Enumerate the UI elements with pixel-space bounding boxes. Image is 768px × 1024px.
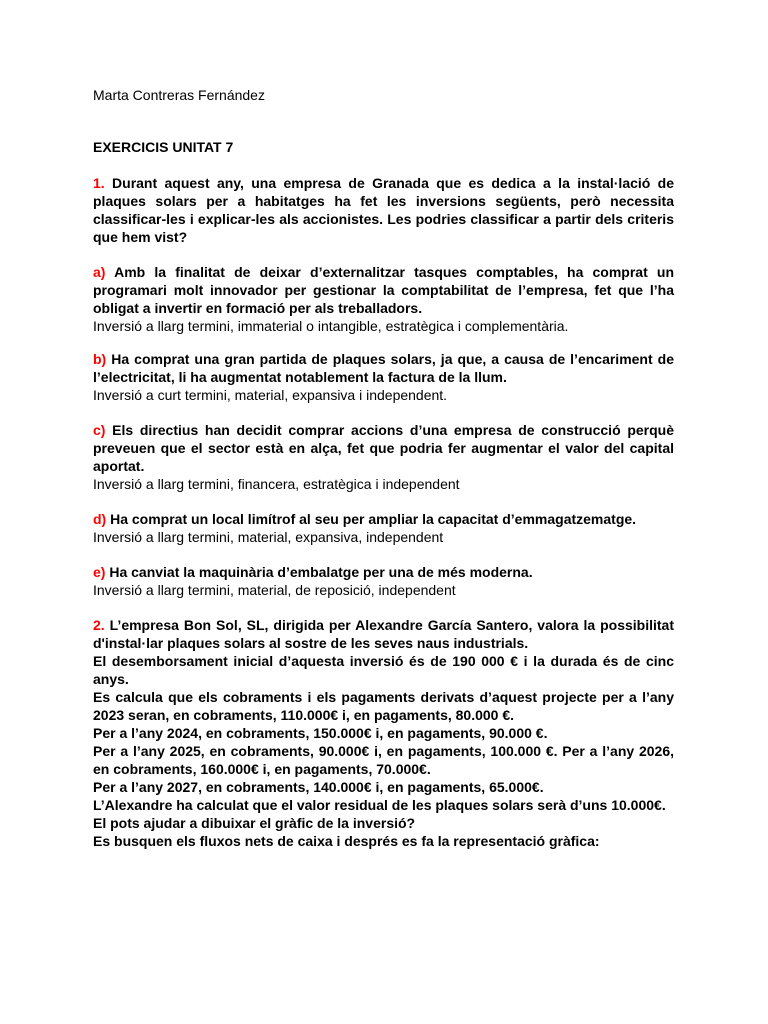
question-2 — [93, 616, 674, 850]
item-text: Ha comprat una gran partida de plaques solars, ja que, a causa de l’encariment de l’electricitat, li ha augmentat notablement la factura de la llum. — [93, 351, 675, 385]
author-name: Marta Contreras Fernández — [93, 87, 265, 103]
item-e — [93, 563, 674, 599]
paragraph: El desemborsament inicial d’aquesta inversió és de 190 000 € i la durada és de cinc anys. — [93, 653, 674, 687]
item-text: Ha comprat un local limítrof al seu per ampliar la capacitat d’emmagatzematge. — [110, 511, 637, 527]
question-1 — [93, 174, 674, 246]
item-answer: Inversió a llarg termini, material, de reposició, independent — [93, 582, 456, 598]
item-letter: a) — [93, 264, 106, 280]
question-number: 1. — [93, 175, 105, 191]
paragraph: L’Alexandre ha calculat que el valor residual de les plaques solars serà d’uns 10.000€. — [93, 797, 666, 813]
paragraph: Per a l’any 2024, en cobraments, 150.000€ i, en pagaments, 90.000 €. — [93, 725, 548, 741]
item-a — [93, 263, 674, 335]
item-answer: Inversió a llarg termini, immaterial o intangible, estratègica i complementària. — [93, 318, 569, 334]
exercise-title: EXERCICIS UNITAT 7 — [93, 139, 234, 155]
paragraph: Per a l’any 2027, en cobraments, 140.000€ i, en pagaments, 65.000€. — [93, 779, 544, 795]
item-answer: Inversió a llarg termini, financera, estratègica i independent — [93, 476, 460, 492]
item-letter: b) — [93, 351, 107, 367]
paragraph: Es busquen els fluxos nets de caixa i després es fa la representació gràfica: — [93, 833, 600, 849]
question-lead: L’empresa Bon Sol, SL, dirigida per Alexandre García Santero, valora la possibilitat d'instal·lar plaques solars al sostre de les seves naus industrials. — [93, 617, 675, 651]
question-number: 2. — [93, 617, 105, 633]
paragraph: Per a l’any 2025, en cobraments, 90.000€ i, en pagaments, 100.000 €. Per a l’any 2026, en cobraments, 160.000€ i, en pagaments, 70.000€. — [93, 743, 674, 777]
question-text: Durant aquest any, una empresa de Granada que es dedica a la instal·lació de plaques solars per a habitatges ha fet les inversions següents, però necessita classificar-les i explicar-les als accionistes. Les podries classificar a partir dels criteris que hem vist? — [93, 175, 675, 245]
item-letter: c) — [93, 422, 106, 438]
item-text: Els directius han decidit comprar accions d’una empresa de construcció perquè preveuen que el sector està en alça, fet que podria fer augmentar el valor del capital aportat. — [93, 422, 674, 474]
item-d — [93, 510, 674, 546]
item-text: Amb la finalitat de deixar d’externalitzar tasques comptables, ha comprat un programari molt innovador per gestionar la comptabilitat de l’empresa, fet que l’ha obligat a invertir en formació per als treballadors. — [93, 264, 674, 316]
item-answer: Inversió a curt termini, material, expansiva i independent. — [93, 387, 448, 403]
item-text: Ha canviat la maquinària d’embalatge per una de més moderna. — [109, 564, 533, 580]
item-c — [93, 421, 674, 493]
item-b — [93, 350, 674, 404]
item-letter: e) — [93, 564, 106, 580]
item-answer: Inversió a llarg termini, material, expansiva, independent — [93, 529, 444, 545]
paragraph: Es calcula que els cobraments i els pagaments derivats d’aquest projecte per a l’any 2023 seran, en cobraments, 110.000€ i, en pagaments, 80.000 €. — [93, 689, 674, 723]
item-letter: d) — [93, 511, 107, 527]
paragraph: El pots ajudar a dibuixar el gràfic de la inversió? — [93, 815, 416, 831]
